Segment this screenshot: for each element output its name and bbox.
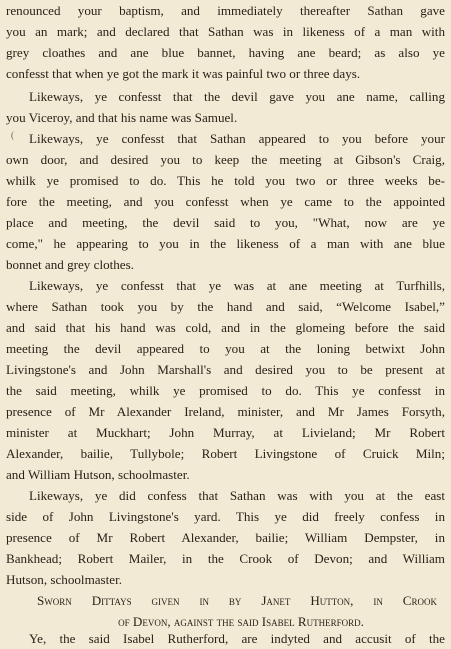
text-line-14: Likeways, ye confesst that ye was at ane meeting at Turfhills, bbox=[29, 278, 445, 293]
text-line-5: Likeways, ye confesst that the devil gave you ane name, calling bbox=[29, 89, 445, 104]
text-line-15: where Sathan took you by the hand and said, “Welcome Isabel,” bbox=[6, 299, 445, 314]
text-line-17: meeting the devil appeared to you at the loning betwixt John bbox=[6, 341, 445, 356]
margin-mark: ( bbox=[11, 130, 14, 140]
text-line-28: Hutson, schoolmaster. bbox=[6, 572, 123, 587]
text-line-9: whilk ye promised to do. This he told you two or three weeks be- bbox=[6, 173, 445, 188]
section-heading-line-1: Sworn Dittays given in by Janet Hutton, in Crook bbox=[37, 593, 437, 608]
text-line-21: minister at Muckhart; John Murray, at Livieland; Mr Robert bbox=[6, 425, 445, 440]
text-line-26: presence of Mr Robert Alexander, bailie; William Dempster, in bbox=[6, 530, 445, 545]
text-line-3: grey cloathes and ane blue bannet, having ane beard; as also ye bbox=[6, 45, 445, 60]
text-line-20: presence of Mr Alexander Ireland, minister, and Mr James Forsyth, bbox=[6, 404, 445, 419]
text-line-7: Likeways, ye confesst that Sathan appeared to you before your bbox=[29, 131, 445, 146]
text-line-18: Livingstone's and John Marshall's and desired you to be present at bbox=[6, 362, 445, 377]
section-heading-line-2: of Devon, against the said Isabel Rutherford. bbox=[118, 614, 364, 629]
text-line-1: renounced your baptism, and immediately thereafter Sathan gave bbox=[6, 3, 445, 18]
text-line-12: come," he appearing to you in the likeness of a man with ane blue bbox=[6, 236, 445, 251]
text-line-16: and said that his hand was cold, and in the glomeing before the said bbox=[6, 320, 445, 335]
text-line-23: and William Hutson, schoolmaster. bbox=[6, 467, 190, 482]
text-line-11: place and meeting, the devil said to you, "What, now are ye bbox=[6, 215, 445, 230]
text-line-22: Alexander, bailie, Tullybole; Robert Livingstone of Cruick Miln; bbox=[6, 446, 445, 461]
text-line-27: Bankhead; Robert Mailer, in the Crook of Devon; and William bbox=[6, 551, 445, 566]
text-line-24: Likeways, ye did confess that Sathan was with you at the east bbox=[29, 488, 445, 503]
text-line-31: Ye, the said Isabel Rutherford, are indyted and accusit of the bbox=[29, 631, 445, 646]
text-line-6: you Viceroy, and that his name was Samuel. bbox=[6, 110, 238, 125]
text-line-25: side of John Livingstone's yard. This ye did freely confess in bbox=[6, 509, 445, 524]
text-line-2: you an mark; and declared that Sathan was in likeness of a man with bbox=[6, 24, 445, 39]
text-line-10: fore the meeting, and you confesst when ye came to the appointed bbox=[6, 194, 445, 209]
text-line-19: the said meeting, whilk ye promised to do. This ye confesst in bbox=[6, 383, 445, 398]
text-line-4: confesst that when ye got the mark it was painful two or three days. bbox=[6, 66, 361, 81]
text-line-8: own door, and desired you to keep the meeting at Gibson's Craig, bbox=[6, 152, 445, 167]
text-line-13: bonnet and grey clothes. bbox=[6, 257, 134, 272]
